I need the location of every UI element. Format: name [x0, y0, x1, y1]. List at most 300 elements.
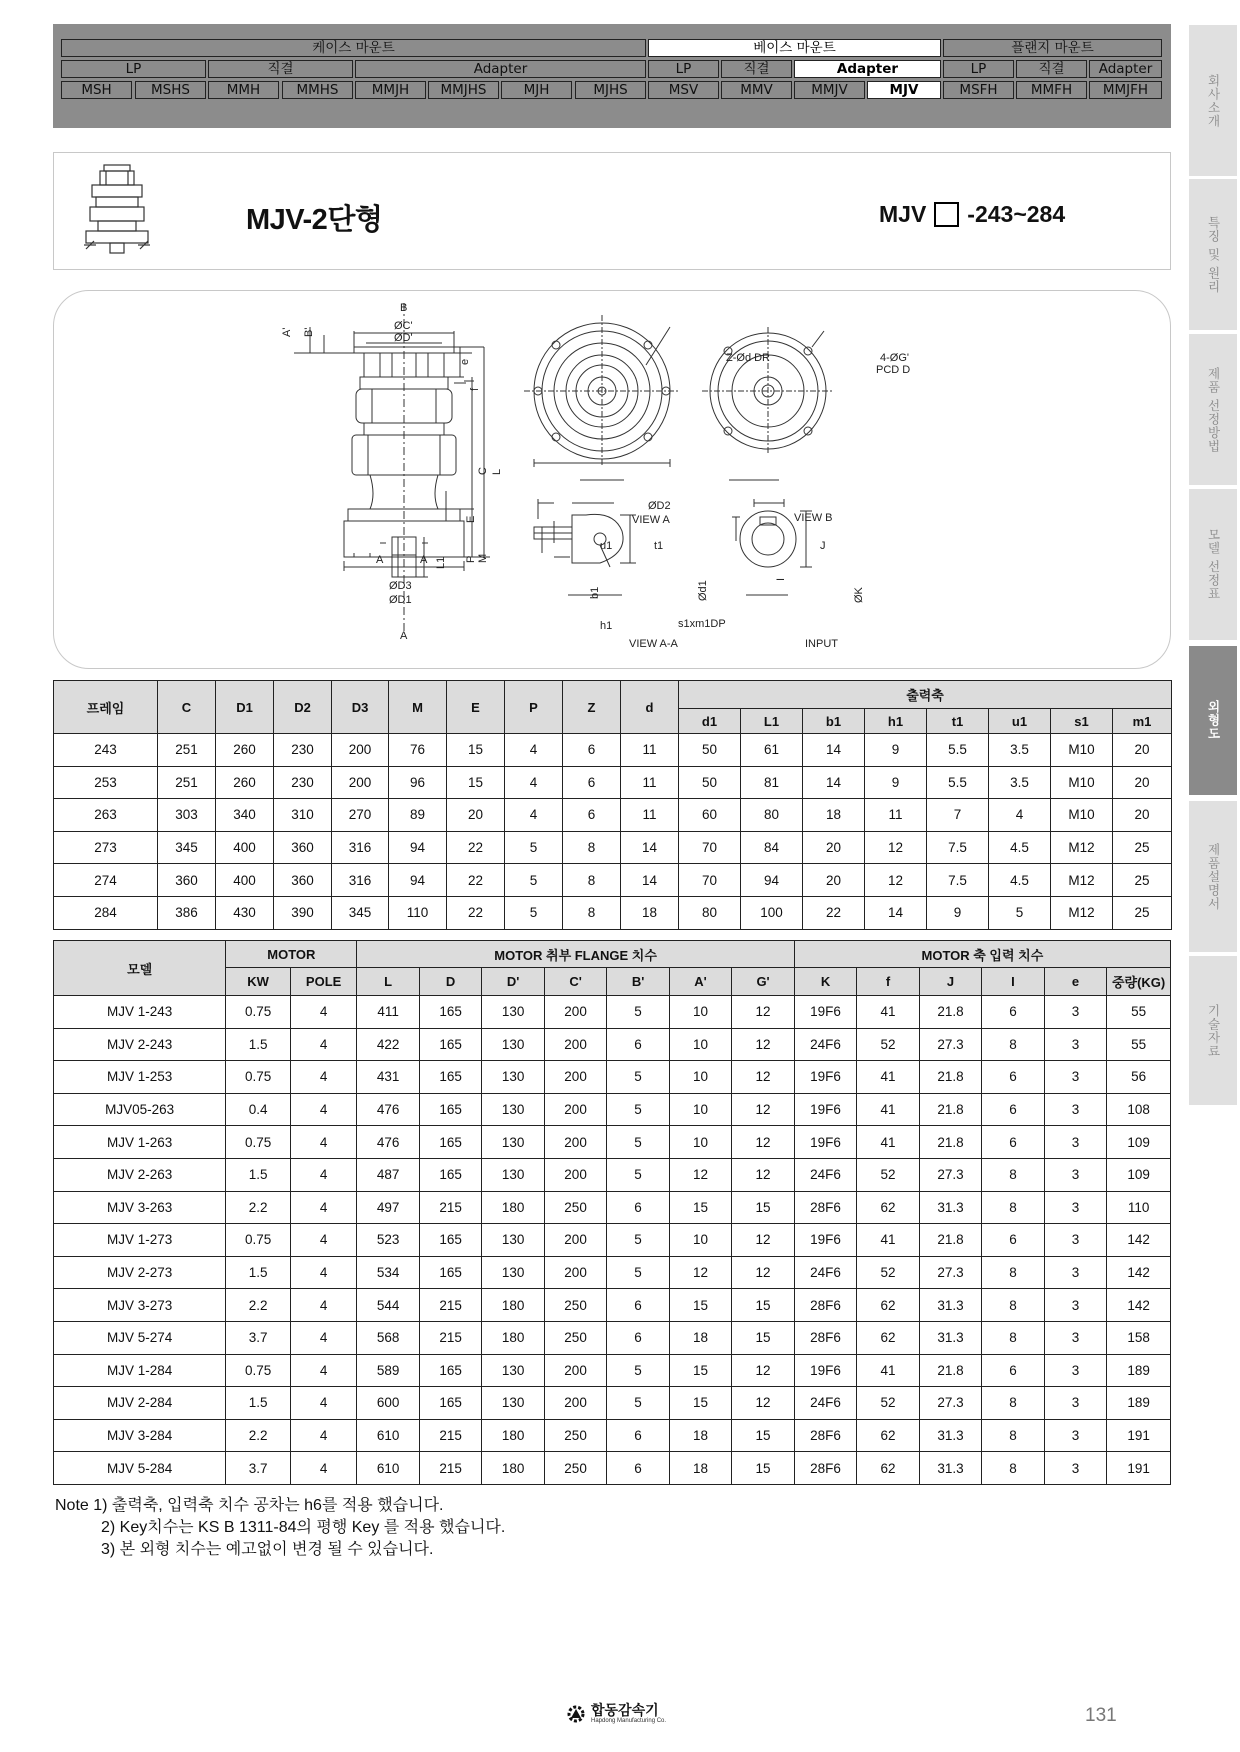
- table-cell: 11: [621, 734, 679, 767]
- table-cell: 10: [669, 1028, 731, 1061]
- table-cell: 24F6: [794, 1256, 856, 1289]
- table-cell: 4: [290, 1028, 357, 1061]
- table-cell: 80: [741, 799, 803, 832]
- table-cell: 41: [857, 1061, 919, 1094]
- note-3: 3) 본 외형 치수는 예고없이 변경 될 수 있습니다.: [101, 1541, 434, 1558]
- sidetab-technical-data[interactable]: [1189, 955, 1237, 1105]
- nav-sub-adapter[interactable]: Adapter: [355, 60, 646, 78]
- label-j: J: [820, 540, 826, 552]
- nav-model-mmjhs[interactable]: MMJHS: [428, 81, 499, 99]
- label-t1: t1: [654, 540, 664, 552]
- table-cell: 4: [290, 1387, 357, 1420]
- table-cell: 273: [54, 831, 158, 864]
- table-cell: 5.5: [927, 734, 989, 767]
- table-cell: 6: [607, 1191, 669, 1224]
- table-cell: 27.3: [919, 1387, 981, 1420]
- table-cell: 6: [607, 1452, 669, 1485]
- label-pcd-d: PCD D: [876, 364, 911, 376]
- table-cell: 180: [482, 1191, 544, 1224]
- table-cell: 6: [607, 1321, 669, 1354]
- table-cell: 21.8: [919, 996, 981, 1029]
- nav-sub-adapter[interactable]: Adapter: [794, 60, 941, 78]
- table-column-header: POLE: [290, 968, 357, 996]
- label-l: L: [491, 468, 503, 475]
- col-out-u1: u1: [989, 709, 1051, 734]
- table-cell: 610: [357, 1419, 419, 1452]
- table-cell: 19F6: [794, 1093, 856, 1126]
- table-cell: 52: [857, 1387, 919, 1420]
- page-number: 131: [1085, 1705, 1117, 1726]
- table-cell: 56: [1107, 1061, 1171, 1094]
- nav-sub-lp[interactable]: LP: [61, 60, 206, 78]
- table-cell: 19F6: [794, 996, 856, 1029]
- table-cell: 360: [158, 864, 216, 897]
- table-cell: 21.8: [919, 1126, 981, 1159]
- table-cell: 12: [732, 1093, 795, 1126]
- table-cell: 15: [732, 1321, 795, 1354]
- table-cell: 28F6: [794, 1419, 856, 1452]
- nav-model-mmv[interactable]: MMV: [721, 81, 792, 99]
- label-f: f: [469, 387, 481, 391]
- nav-model-msv[interactable]: MSV: [648, 81, 719, 99]
- table-row: [54, 1028, 1171, 1061]
- table-cell: 5: [607, 1354, 669, 1387]
- nav-model-row: [61, 81, 1163, 100]
- model-name-cell: MJV05-263: [54, 1093, 226, 1126]
- table-cell: 12: [732, 1354, 795, 1387]
- table-cell: 5: [607, 1387, 669, 1420]
- frame-dimension-rows: [54, 734, 1172, 930]
- sidetab-label: 모델 선정표: [1206, 528, 1221, 601]
- table-cell: 20: [1113, 799, 1172, 832]
- col-group-motor: MOTOR: [226, 941, 357, 968]
- table-cell: 12: [732, 1224, 795, 1257]
- table-cell: 610: [357, 1452, 419, 1485]
- table-cell: 10: [669, 1224, 731, 1257]
- table-cell: 24F6: [794, 1387, 856, 1420]
- table-cell: 476: [357, 1126, 419, 1159]
- table-cell: 568: [357, 1321, 419, 1354]
- table-cell: 200: [544, 1093, 606, 1126]
- table-cell: 15: [669, 1191, 731, 1224]
- table-row: [54, 1093, 1171, 1126]
- table-cell: 6: [982, 1224, 1044, 1257]
- table-column-header: B': [607, 968, 669, 996]
- table-cell: 3: [1044, 1452, 1106, 1485]
- table-cell: 25: [1113, 864, 1172, 897]
- table-cell: 200: [544, 1028, 606, 1061]
- nav-sub-lp[interactable]: LP: [943, 60, 1014, 78]
- col-out-d1: d1: [679, 709, 741, 734]
- label-d3: ØD3: [389, 580, 412, 592]
- table-cell: 3: [1044, 1158, 1106, 1191]
- table-cell: 3: [1044, 1061, 1106, 1094]
- nav-group-row: [61, 39, 1163, 58]
- nav-model-msfh[interactable]: MSFH: [943, 81, 1014, 99]
- model-name-cell: MJV 3-284: [54, 1419, 226, 1452]
- table-cell: 4: [290, 1126, 357, 1159]
- table-cell: 4: [505, 799, 563, 832]
- title-box: [53, 152, 1171, 270]
- table-cell: 52: [857, 1158, 919, 1191]
- table-cell: 5: [607, 1158, 669, 1191]
- table-cell: 250: [544, 1321, 606, 1354]
- table-cell: 4: [290, 1452, 357, 1485]
- nav-sub-direct[interactable]: 직결: [208, 60, 353, 78]
- table-cell: 130: [482, 1256, 544, 1289]
- table-cell: 94: [741, 864, 803, 897]
- nav-sub-adapter[interactable]: Adapter: [1089, 60, 1162, 78]
- label-p: P: [465, 555, 477, 563]
- table-cell: 3: [1044, 1191, 1106, 1224]
- nav-model-mjhs[interactable]: MJHS: [575, 81, 646, 99]
- table-cell: 250: [544, 1452, 606, 1485]
- nav-model-mmhs[interactable]: MMHS: [282, 81, 353, 99]
- table-cell: 84: [741, 831, 803, 864]
- table-cell: 25: [1113, 831, 1172, 864]
- sidetab-label: 기술자료: [1206, 1003, 1221, 1058]
- model-name-cell: MJV 1-243: [54, 996, 226, 1029]
- table-cell: 20: [447, 799, 505, 832]
- table-cell: 15: [447, 734, 505, 767]
- col-out-s1: s1: [1051, 709, 1113, 734]
- table-cell: 20: [803, 831, 865, 864]
- table-cell: 3: [1044, 1224, 1106, 1257]
- col-p: P: [505, 681, 563, 734]
- nav-model-msh[interactable]: MSH: [61, 81, 132, 99]
- table-cell: 2.2: [226, 1289, 291, 1322]
- col-out-l1: L1: [741, 709, 803, 734]
- model-name-cell: MJV 2-273: [54, 1256, 226, 1289]
- label-a-prime: A': [281, 327, 293, 337]
- sidetab-label: 회사소개: [1206, 73, 1221, 128]
- table-cell: 270: [332, 799, 389, 832]
- nav-model-mjh[interactable]: MJH: [501, 81, 572, 99]
- table-cell: 215: [419, 1289, 481, 1322]
- table-cell: 12: [732, 1158, 795, 1191]
- table-cell: 1.5: [226, 1387, 291, 1420]
- table-cell: 497: [357, 1191, 419, 1224]
- table-cell: 27.3: [919, 1158, 981, 1191]
- table-column-header: e: [1044, 968, 1106, 996]
- table-cell: 6: [607, 1419, 669, 1452]
- company-name: 합동감속기: [591, 1703, 659, 1719]
- table-cell: 9: [865, 766, 927, 799]
- table-cell: 3.5: [989, 734, 1051, 767]
- table-row: [54, 734, 1172, 767]
- table-cell: 431: [357, 1061, 419, 1094]
- table-cell: 165: [419, 1061, 481, 1094]
- table-cell: 284: [54, 896, 158, 929]
- table-cell: 5: [607, 1093, 669, 1126]
- table-row: [54, 1387, 1171, 1420]
- table-cell: 8: [982, 1419, 1044, 1452]
- col-d3: D3: [332, 681, 389, 734]
- table-cell: 4: [290, 1256, 357, 1289]
- table-cell: 19F6: [794, 1061, 856, 1094]
- label-view-a: VIEW A: [632, 514, 670, 526]
- table-row: [54, 1321, 1171, 1354]
- table-cell: 0.75: [226, 1224, 291, 1257]
- col-group-input-shaft: MOTOR 축 입력 치수: [794, 941, 1170, 968]
- table-cell: 200: [544, 1256, 606, 1289]
- table-cell: 544: [357, 1289, 419, 1322]
- table-cell: 15: [669, 1289, 731, 1322]
- table-cell: 260: [216, 766, 274, 799]
- label-h1: h1: [600, 620, 613, 632]
- table-cell: 130: [482, 1061, 544, 1094]
- nav-group-base-mount[interactable]: 베이스 마운트: [648, 39, 941, 57]
- table-cell: 274: [54, 864, 158, 897]
- model-name-cell: MJV 1-263: [54, 1126, 226, 1159]
- table-cell: 340: [216, 799, 274, 832]
- table-cell: 55: [1107, 1028, 1171, 1061]
- table-cell: 5: [607, 1126, 669, 1159]
- table-cell: 15: [732, 1452, 795, 1485]
- table-cell: 21.8: [919, 1061, 981, 1094]
- table-cell: 31.3: [919, 1321, 981, 1354]
- table-cell: 96: [389, 766, 447, 799]
- table-cell: 110: [389, 896, 447, 929]
- table-cell: 180: [482, 1452, 544, 1485]
- table-cell: 15: [669, 1354, 731, 1387]
- col-e: E: [447, 681, 505, 734]
- table-cell: 28F6: [794, 1191, 856, 1224]
- nav-model-mmh[interactable]: MMH: [208, 81, 279, 99]
- table-cell: 41: [857, 1224, 919, 1257]
- table-cell: 165: [419, 1387, 481, 1420]
- table-cell: 100: [741, 896, 803, 929]
- sidetab-outline-drawing[interactable]: [1189, 645, 1237, 795]
- table-cell: 200: [544, 996, 606, 1029]
- col-frame: 프레임: [54, 681, 158, 734]
- table-cell: 165: [419, 1224, 481, 1257]
- table-cell: 360: [274, 831, 332, 864]
- nav-model-mmjh[interactable]: MMJH: [355, 81, 426, 99]
- frame-dimension-table: [53, 680, 1172, 930]
- table-cell: 180: [482, 1419, 544, 1452]
- sidetab-label: 제품설명서: [1206, 842, 1221, 911]
- table-cell: 251: [158, 734, 216, 767]
- dimension-drawing: [54, 291, 1172, 670]
- model-name-cell: MJV 3-273: [54, 1289, 226, 1322]
- label-d-prime: ØD': [394, 332, 413, 344]
- table-cell: 18: [621, 896, 679, 929]
- table-cell: 2.2: [226, 1419, 291, 1452]
- table-cell: 250: [544, 1289, 606, 1322]
- table-cell: 50: [679, 766, 741, 799]
- table-cell: 4: [505, 766, 563, 799]
- table-cell: 81: [741, 766, 803, 799]
- table-cell: 11: [621, 799, 679, 832]
- sidetab-label: 제품 선정방법: [1206, 366, 1221, 453]
- table-cell: M12: [1051, 831, 1113, 864]
- table-cell: 130: [482, 1158, 544, 1191]
- table-cell: 11: [865, 799, 927, 832]
- table-cell: 18: [669, 1321, 731, 1354]
- table-cell: 5: [607, 1256, 669, 1289]
- table-cell: 589: [357, 1354, 419, 1387]
- table-cell: 7: [927, 799, 989, 832]
- table-cell: 8: [982, 1256, 1044, 1289]
- table-cell: 8: [982, 1158, 1044, 1191]
- table-column-header: D: [419, 968, 481, 996]
- table-cell: 189: [1107, 1387, 1171, 1420]
- table-cell: 15: [732, 1191, 795, 1224]
- table-cell: 6: [982, 1061, 1044, 1094]
- table-cell: 487: [357, 1158, 419, 1191]
- sidetab-selection-method[interactable]: [1189, 333, 1237, 485]
- col-d: d: [621, 681, 679, 734]
- table-column-header: A': [669, 968, 731, 996]
- model-name-cell: MJV 1-284: [54, 1354, 226, 1387]
- table-cell: 8: [982, 1452, 1044, 1485]
- table-cell: 15: [669, 1387, 731, 1420]
- sidetab-manual[interactable]: [1189, 800, 1237, 952]
- table-cell: 8: [982, 1321, 1044, 1354]
- product-navigation: [53, 24, 1171, 128]
- table-column-header: J: [919, 968, 981, 996]
- nav-model-mshs[interactable]: MSHS: [135, 81, 206, 99]
- table-cell: 422: [357, 1028, 419, 1061]
- table-cell: 12: [732, 1387, 795, 1420]
- table-cell: 8: [982, 1289, 1044, 1322]
- table-cell: 180: [482, 1321, 544, 1354]
- table-cell: 3: [1044, 1387, 1106, 1420]
- table-cell: 400: [216, 831, 274, 864]
- sidetab-features[interactable]: [1189, 178, 1237, 330]
- table-column-header: KW: [226, 968, 291, 996]
- table-cell: 4: [290, 996, 357, 1029]
- nav-model-mmjv[interactable]: MMJV: [794, 81, 865, 99]
- table-cell: 215: [419, 1191, 481, 1224]
- table-cell: M10: [1051, 766, 1113, 799]
- table-cell: 14: [803, 766, 865, 799]
- table-cell: 10: [669, 1061, 731, 1094]
- table-cell: 6: [607, 1028, 669, 1061]
- table-cell: 19F6: [794, 1224, 856, 1257]
- label-b1: b1: [589, 586, 601, 599]
- table-row: [54, 1289, 1171, 1322]
- table-cell: 130: [482, 1093, 544, 1126]
- table-cell: 142: [1107, 1289, 1171, 1322]
- table-cell: 6: [982, 996, 1044, 1029]
- table-cell: 28F6: [794, 1321, 856, 1354]
- table-cell: 411: [357, 996, 419, 1029]
- table-cell: 345: [158, 831, 216, 864]
- table-cell: 9: [927, 896, 989, 929]
- table-cell: 12: [732, 1126, 795, 1159]
- table-cell: 5: [989, 896, 1051, 929]
- table-row: [54, 1419, 1171, 1452]
- table-cell: 4: [290, 1224, 357, 1257]
- table-cell: 22: [803, 896, 865, 929]
- table-cell: 215: [419, 1452, 481, 1485]
- col-group-output-shaft: 출력축: [679, 681, 1172, 709]
- nav-sub-lp[interactable]: LP: [648, 60, 719, 78]
- table-cell: 21.8: [919, 1354, 981, 1387]
- sidetab-company[interactable]: [1189, 24, 1237, 176]
- table-cell: 4: [290, 1158, 357, 1191]
- col-z: Z: [563, 681, 621, 734]
- table-cell: 108: [1107, 1093, 1171, 1126]
- table-cell: 4: [290, 1321, 357, 1354]
- table-cell: 10: [669, 1093, 731, 1126]
- table-row: [54, 1452, 1171, 1485]
- table-cell: 165: [419, 1093, 481, 1126]
- sidetab-model-selection[interactable]: [1189, 488, 1237, 640]
- table-cell: 250: [544, 1419, 606, 1452]
- table-cell: 3: [1044, 1289, 1106, 1322]
- table-column-header: f: [857, 968, 919, 996]
- nav-model-mmjfh[interactable]: MMJFH: [1089, 81, 1162, 99]
- table-cell: 4: [290, 1093, 357, 1126]
- table-cell: 230: [274, 734, 332, 767]
- table-cell: 31.3: [919, 1289, 981, 1322]
- table-cell: 200: [544, 1126, 606, 1159]
- table-cell: 130: [482, 1224, 544, 1257]
- table-cell: 200: [544, 1387, 606, 1420]
- table-cell: 41: [857, 1093, 919, 1126]
- nav-group-case-mount[interactable]: 케이스 마운트: [61, 39, 646, 57]
- label-z-d-dr: Z-Ød DR: [726, 352, 770, 364]
- table-cell: 8: [563, 896, 621, 929]
- nav-sub-direct[interactable]: 직결: [1016, 60, 1087, 78]
- nav-model-mjv[interactable]: MJV: [867, 81, 941, 99]
- table-cell: 22: [447, 831, 505, 864]
- table-cell: 61: [741, 734, 803, 767]
- table-cell: 8: [982, 1387, 1044, 1420]
- table-cell: 6: [607, 1289, 669, 1322]
- nav-model-mmfh[interactable]: MMFH: [1016, 81, 1087, 99]
- table-cell: 0.75: [226, 1126, 291, 1159]
- table-cell: 5.5: [927, 766, 989, 799]
- table-cell: 3.5: [989, 766, 1051, 799]
- table-cell: 21.8: [919, 1093, 981, 1126]
- table-cell: 5: [505, 896, 563, 929]
- label-u1: u1: [600, 540, 613, 552]
- table-row: [54, 1126, 1171, 1159]
- table-cell: 360: [274, 864, 332, 897]
- model-code-placeholder-box: [934, 202, 959, 227]
- table-cell: 9: [865, 734, 927, 767]
- nav-group-flange-mount[interactable]: 플랜지 마운트: [943, 39, 1162, 57]
- col-m: M: [389, 681, 447, 734]
- label-input: INPUT: [805, 638, 838, 650]
- label-e-upper: E: [465, 515, 477, 523]
- table-cell: 165: [419, 1158, 481, 1191]
- table-cell: 263: [54, 799, 158, 832]
- table-cell: 5: [505, 864, 563, 897]
- table-cell: 25: [1113, 896, 1172, 929]
- label-a-right: A: [420, 554, 428, 566]
- model-name-cell: MJV 1-253: [54, 1061, 226, 1094]
- table-cell: 6: [563, 799, 621, 832]
- label-l1: L1: [435, 556, 447, 569]
- model-name-cell: MJV 5-274: [54, 1321, 226, 1354]
- table-cell: 215: [419, 1321, 481, 1354]
- label-a-left: A: [376, 554, 384, 566]
- model-code: [879, 201, 1065, 228]
- table-cell: 27.3: [919, 1256, 981, 1289]
- table-cell: 230: [274, 766, 332, 799]
- nav-sub-direct[interactable]: 직결: [721, 60, 792, 78]
- table-cell: 310: [274, 799, 332, 832]
- table-column-header: K: [794, 968, 856, 996]
- table-cell: 316: [332, 831, 389, 864]
- table-cell: 11: [621, 766, 679, 799]
- table-cell: 200: [544, 1158, 606, 1191]
